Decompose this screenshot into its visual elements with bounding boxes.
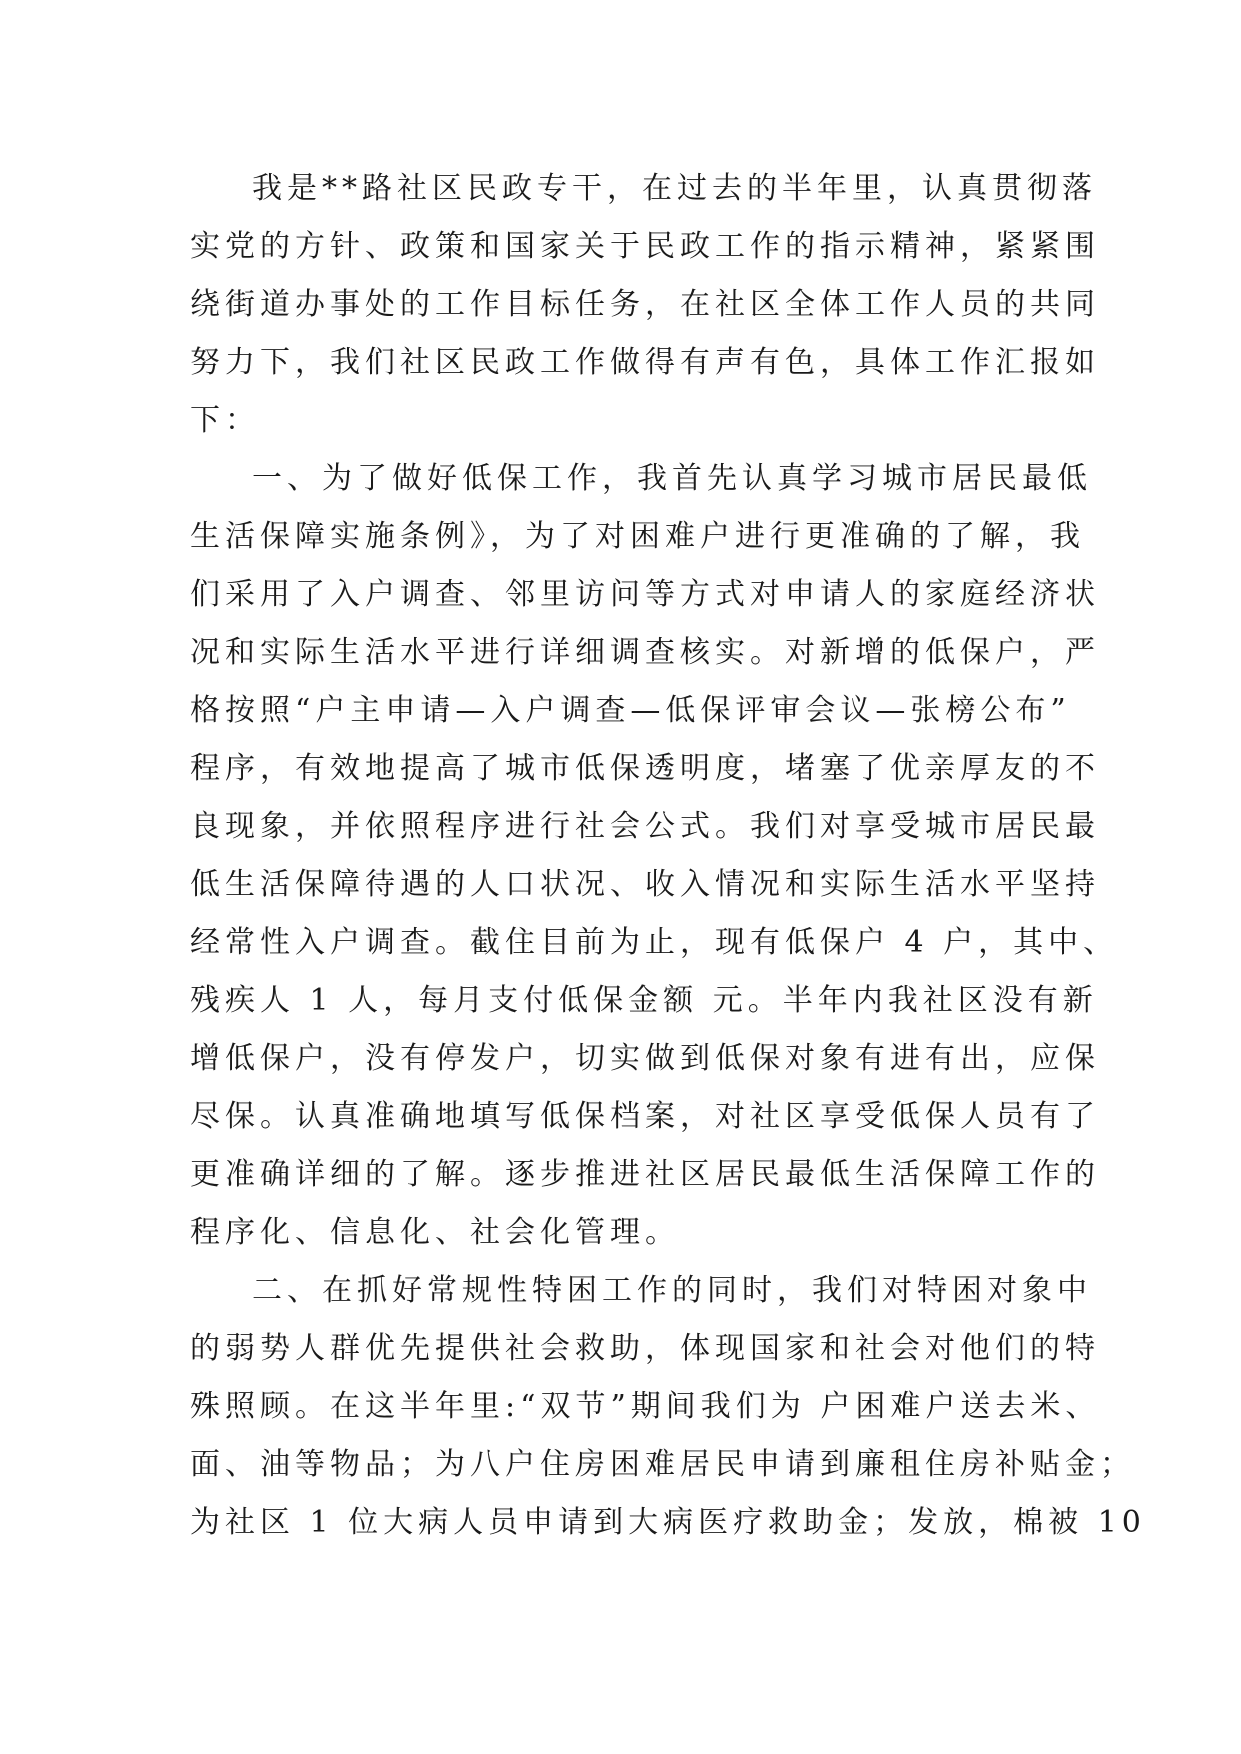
text-line: 殊照顾。在这半年里:“双节”期间我们为 户困难户送去米、 bbox=[190, 1389, 1101, 1424]
text-line: 程序，有效地提高了城市低保透明度，堵塞了优亲厚友的不 bbox=[190, 751, 1100, 786]
text-line: 实党的方针、政策和国家关于民政工作的指示精神，紧紧围 bbox=[190, 229, 1100, 264]
text-line: 更准确详细的了解。逐步推进社区居民最低生活保障工作的 bbox=[190, 1157, 1100, 1192]
text-line: 我是**路社区民政专干，在过去的半年里，认真贯彻落 bbox=[252, 171, 1097, 206]
text-line: 一、为了做好低保工作，我首先认真学习城市居民最低 bbox=[252, 461, 1092, 496]
text-line: 下： bbox=[190, 403, 260, 438]
text-line: 二、在抓好常规性特困工作的同时，我们对特困对象中 bbox=[252, 1273, 1092, 1308]
document-body bbox=[190, 160, 1146, 1552]
text-line: 努力下，我们社区民政工作做得有声有色，具体工作汇报如 bbox=[190, 345, 1100, 380]
text-line: 尽保。认真准确地填写低保档案，对社区享受低保人员有了 bbox=[190, 1099, 1100, 1134]
text-line: 良现象，并依照程序进行社会公式。我们对享受城市居民最 bbox=[190, 809, 1100, 844]
text-line: 们采用了入户调查、邻里访问等方式对申请人的家庭经济状 bbox=[190, 577, 1100, 612]
text-line: 绕街道办事处的工作目标任务，在社区全体工作人员的共同 bbox=[190, 287, 1100, 322]
text-line: 经常性入户调查。截住目前为止，现有低保户 4 户，其中、 bbox=[190, 925, 1119, 960]
text-line: 增低保户，没有停发户，切实做到低保对象有进有出，应保 bbox=[190, 1041, 1100, 1076]
paragraph-section-two bbox=[190, 1262, 1146, 1552]
text-line: 程序化、信息化、社会化管理。 bbox=[190, 1215, 680, 1250]
text-line: 格按照“户主申请—入户调查—低保评审会议—张榜公布” bbox=[190, 693, 1071, 728]
text-line: 生活保障实施条例》，为了对困难户进行更准确的了解，我 bbox=[190, 519, 1085, 554]
text-line: 的弱势人群优先提供社会救助，体现国家和社会对他们的特 bbox=[190, 1331, 1100, 1366]
text-line: 残疾人 1 人，每月支付低保金额 元。半年内我社区没有新 bbox=[190, 983, 1098, 1018]
text-line: 为社区 1 位大病人员申请到大病医疗救助金；发放，棉被 10 bbox=[190, 1505, 1146, 1540]
text-line: 低生活保障待遇的人口状况、收入情况和实际生活水平坚持 bbox=[190, 867, 1100, 902]
text-line: 面、油等物品；为八户住房困难居民申请到廉租住房补贴金； bbox=[190, 1447, 1135, 1482]
text-line: 况和实际生活水平进行详细调查核实。对新增的低保户，严 bbox=[190, 635, 1100, 670]
paragraph-intro bbox=[190, 160, 1100, 450]
paragraph-section-one bbox=[190, 450, 1119, 1262]
